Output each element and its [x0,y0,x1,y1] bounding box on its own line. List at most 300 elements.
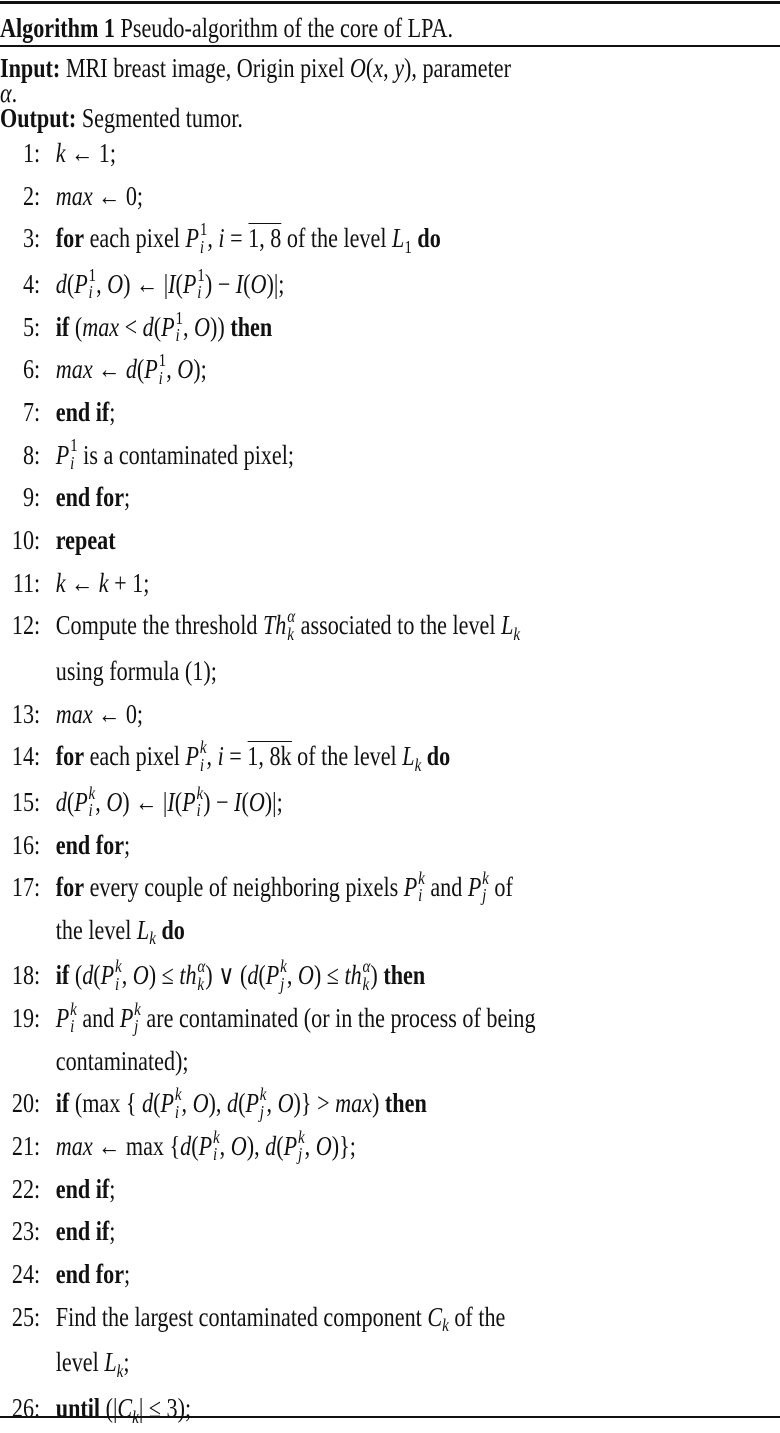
subscript: i [175,324,180,345]
text-run: ; [124,1259,131,1290]
line-number: 15: [11,786,41,817]
algorithm-line [0,434,780,477]
algorithm-line [0,476,780,519]
line-content [40,866,513,954]
subscript: k [414,754,422,775]
math-variable [183,263,205,306]
line-content [40,735,450,781]
algorithm-line [0,954,780,997]
keyword: then [384,1088,427,1119]
superscript: α [287,606,296,627]
scripts [200,739,207,774]
subscript: k [149,928,156,949]
line-content [40,824,130,867]
scripts [200,221,208,256]
subscript: 1 [404,236,412,257]
text-run: ) [372,1088,385,1119]
math-symbol: L [392,223,405,254]
line-number: 23: [11,1216,41,1247]
subscript: i [158,367,163,388]
line-number: 17: [11,872,41,903]
algorithm-caption [0,10,453,46]
line-number: 21: [11,1131,41,1162]
subscript: i [174,1101,180,1122]
superscript: k [418,868,425,889]
superscript: k [199,737,207,758]
subscript: k [513,623,521,644]
math-variable [266,954,287,997]
scripts [287,608,295,643]
math-base: P [185,223,200,254]
superscript: k [280,956,287,977]
text-run: ← 0; [92,180,144,211]
subscript: k [287,623,294,644]
text-run: , [286,960,298,991]
text-run: ← 1; [65,138,117,168]
text-run: , [166,354,178,385]
math-base: th [344,960,362,991]
text-run: Compute the threshold [55,610,263,641]
superscript: k [88,782,96,803]
math-variable [120,997,141,1040]
math-symbol: C [427,1301,443,1332]
math-symbol: d [142,1088,154,1119]
line-content [40,175,143,218]
superscript: k [134,999,141,1020]
math-symbol: i [217,741,224,772]
line-content [40,132,116,175]
text-run: ) [370,960,384,991]
superscript: k [259,1084,267,1105]
math-variable [199,1125,220,1168]
text-run: ; [124,829,131,860]
text-run: ; [123,1347,130,1378]
subscript: i [212,1144,218,1165]
line-content [40,1168,115,1211]
math-symbol: O [194,311,211,342]
subscript: k [132,1406,139,1427]
text-run: ( [365,53,374,83]
keyword: repeat [55,524,116,555]
algorithm-line [0,348,780,391]
subscript: i [70,452,75,473]
math-base: P [185,741,200,772]
text-run: Segmented tumor. [76,103,243,133]
math-base: P [265,960,280,991]
text-run: ← max { [92,1131,181,1162]
line-content [40,1296,505,1387]
math-base: P [182,268,197,299]
text-run: ) − [203,786,235,817]
text-run: ) ∨ ( [205,960,248,991]
scripts [280,958,287,993]
keyword: do [161,914,185,945]
math-symbol: L [402,741,415,772]
math-variable [182,781,203,824]
line-content [40,562,149,605]
keyword: end for [55,829,125,860]
math-symbol: O [277,1088,294,1119]
text-run: of the level [291,741,403,772]
top-rule [0,1,780,4]
math-base: P [74,786,88,817]
subscript: j [297,1144,303,1165]
scripts [363,958,371,993]
line-number: 19: [11,1003,41,1034]
text-run: ( [191,1131,199,1162]
text-run: )} > [293,1088,336,1119]
text-run: ( [258,960,266,991]
text-run: (max { [69,1088,143,1119]
math-variable [284,1125,305,1168]
line-number: 16: [11,829,41,860]
math-symbol: d [180,1131,192,1162]
line-content [40,391,115,434]
subscript: i [199,236,205,257]
math-symbol: O [315,1131,332,1162]
math-variable [56,434,78,477]
math-symbol: α [0,78,12,108]
text-run: MRI breast image, Origin pixel [60,53,350,83]
math-base: P [283,1131,298,1162]
keyword: end if [55,396,110,427]
text-run: , [96,268,108,299]
text-run: using formula (1); [55,655,217,686]
text-run: every couple of neighboring pixels [84,872,404,903]
math-symbol: max [55,354,93,385]
overlined-range: 1, 8k [247,741,292,772]
superscript: 1 [88,264,97,285]
text-run: , [95,786,107,817]
line-number: 26: [11,1393,41,1424]
math-symbol: max [335,1088,373,1119]
line-content [40,1253,130,1296]
text-run: < [119,311,143,342]
text-run: )|; [264,786,283,817]
math-symbol: d [142,311,154,342]
math-symbol: I [168,268,176,299]
line-content [40,306,272,349]
subscript: i [197,282,202,303]
text-run: ), [208,1088,228,1119]
text-run: , [304,1131,316,1162]
line-content [40,263,284,306]
math-base: P [100,960,115,991]
math-variable [245,1082,266,1125]
text-run: (| [100,1393,118,1424]
superscript: α [362,956,371,977]
math-symbol: O [132,960,149,991]
text-run: ) ≤ [148,960,180,991]
math-symbol: O [107,268,124,299]
keyword: for [55,872,85,903]
algorithm-line [0,604,780,692]
line-number: 13: [11,698,41,729]
algorithm-line [0,1210,780,1253]
line-number: 1: [22,138,41,168]
math-symbol: O [192,1088,209,1119]
line-content [40,1387,191,1433]
text-run: ), [246,1131,266,1162]
math-symbol: I [235,268,244,299]
math-base: P [160,1088,174,1119]
math-variable [263,604,295,647]
math-symbol: i [218,223,225,254]
superscript: k [212,1126,220,1147]
line-content [40,997,535,1082]
math-symbol: d [82,960,94,991]
math-variable [160,1082,181,1125]
text-run: , [182,311,195,342]
text-run: Find the largest contaminated component [55,1301,428,1332]
algorithm-line [0,1387,780,1433]
text-run: ( [66,786,75,817]
text-run: ( [276,1131,284,1162]
text-run: of the [448,1301,506,1332]
algorithm-line [0,562,780,605]
keyword: Output: [0,103,77,133]
math-symbol: d [55,786,67,817]
line-number: 9: [22,482,41,513]
superscript: 1 [70,435,78,456]
math-variable [74,263,96,306]
subscript: i [88,282,93,303]
subscript: k [116,1360,124,1381]
keyword: if [55,311,70,342]
superscript: k [115,956,122,977]
text-run: are contaminated (or in the process of being [140,1003,536,1034]
math-base: P [55,1003,70,1034]
math-symbol: k [55,138,66,168]
math-symbol: O [349,53,366,83]
subscript: i [70,1016,75,1037]
algorithm-line [0,391,780,434]
text-run: each pixel [84,223,186,254]
keyword: end for [55,1259,125,1290]
text-run: ( [93,960,101,991]
algorithm-line [0,1253,780,1296]
line-number: 12: [11,610,41,641]
text-run: ( [136,354,145,385]
math-variable [404,866,425,909]
text-run: of [488,872,513,903]
algorithm-line [0,519,780,562]
math-variable [56,997,77,1040]
math-symbol: I [234,786,242,817]
math-symbol: I [167,786,175,817]
superscript: 1 [197,264,205,285]
text-run: ( [241,786,249,817]
keyword: if [55,1088,70,1119]
math-symbol: k [98,567,109,598]
math-base: P [144,354,158,385]
subscript: i [196,800,201,821]
text-run: ), parameter [404,53,511,83]
superscript: k [196,782,204,803]
math-base: P [245,1088,259,1119]
math-base: P [55,439,70,470]
line-number: 7: [22,396,41,427]
math-variable [185,735,206,778]
math-symbol: k [55,567,66,598]
line-content [40,1125,356,1168]
line-number: 5: [22,311,41,342]
math-variable [468,866,489,909]
text-run: contaminated); [55,1045,189,1076]
algorithm-line [0,1125,780,1168]
math-symbol: d [247,960,259,991]
text-run: ( [69,311,83,342]
text-run: ; [124,482,131,513]
text-run: ( [238,1088,246,1119]
math-symbol: O [106,786,123,817]
math-symbol: d [265,1131,277,1162]
keyword: then [230,311,273,342]
superscript: 1 [175,307,183,328]
math-symbol: d [55,268,67,299]
algorithm-line [0,1168,780,1211]
scripts [134,1001,141,1036]
subscript: i [115,973,120,994]
line-content [40,781,283,824]
math-base: P [198,1131,213,1162]
text-run: ) ← | [123,268,169,299]
output-line [0,103,511,133]
math-symbol: max [55,698,93,729]
math-base: th [179,960,197,991]
line-number: 4: [22,268,41,299]
text-run: ( [66,268,75,299]
math-symbol: d [125,354,137,385]
math-base: P [467,872,482,903]
algorithm-line [0,175,780,218]
line-content [40,604,520,692]
algorithm-line [0,693,780,736]
text-run: of the level [281,223,393,254]
text-run: ; [109,1216,116,1247]
text-run: ; [109,1173,116,1204]
text-run: is a contaminated pixel; [77,439,295,470]
text-run: + 1; [108,567,150,598]
algorithm-line [0,866,780,954]
subscript: j [482,885,487,906]
text-run: associated to the level [295,610,502,641]
algorithm-line [0,1082,780,1125]
superscript: k [482,868,489,889]
subscript: k [362,973,370,994]
line-content [40,476,130,519]
keyword: end if [55,1216,110,1247]
line-number: 24: [11,1259,41,1290]
algorithm-line [0,306,780,349]
scripts [159,352,167,387]
math-variable [344,954,370,997]
math-symbol: max [82,311,120,342]
line-content [40,519,115,562]
keyword: for [55,741,85,772]
scripts [197,264,205,303]
keyword: do [417,223,441,254]
algorithm-line [0,132,780,175]
subscript: k [197,973,205,994]
scripts [212,1126,220,1165]
math-base: P [161,311,175,342]
math-symbol: O [297,960,314,991]
algorithm-line [0,263,780,306]
text-run: )) [210,311,225,342]
text-run: ); [193,354,207,385]
algorithm-line [0,824,780,867]
text-run: the level [55,914,137,945]
line-number: 8: [22,439,41,470]
line-number: 2: [22,180,41,211]
line-number: 3: [22,223,41,254]
keyword: end if [55,1173,110,1204]
math-variable [74,781,95,824]
math-variable [185,217,207,260]
scripts [297,1126,305,1165]
algorithm-line [0,217,780,263]
superscript: k [70,999,77,1020]
subscript: i [88,800,93,821]
line-number: 6: [22,354,41,385]
math-symbol: max [55,1131,93,1162]
text-run: )}; [331,1131,356,1162]
algorithm-io [0,53,511,133]
line-number: 11: [12,567,41,598]
scripts [196,782,204,821]
text-run: ) ≤ [313,960,345,991]
math-symbol: x [373,53,384,83]
keyword: then [383,960,426,991]
text-run: ← [92,354,126,385]
text-run: )|; [266,268,285,299]
text-run: ( [153,311,162,342]
keyword: until [55,1393,101,1424]
subscript: j [259,1101,265,1122]
algorithm-line [0,1296,780,1387]
text-run: ← [65,567,99,598]
math-symbol: y [394,53,405,83]
algorithm-title: Pseudo-algorithm of the core of LPA. [114,13,453,43]
math-symbol: d [227,1088,239,1119]
text-run: ( [174,786,183,817]
subscript: i [199,754,205,775]
math-symbol: L [104,1347,117,1378]
text-run: , [266,1088,278,1119]
scripts [260,1086,267,1121]
algorithm-line [0,781,780,824]
algorithm-line [0,997,780,1082]
math-symbol: L [501,610,514,641]
subscript: j [134,1016,139,1037]
keyword: for [55,223,85,254]
line-content [40,1082,427,1125]
line-content [40,1210,115,1253]
line-content [40,954,425,997]
line-number: 20: [11,1088,41,1119]
math-symbol: O [230,1131,247,1162]
scripts [70,1001,77,1036]
subscript: i [418,885,423,906]
superscript: k [297,1126,305,1147]
algorithm-label: Algorithm 1 [0,13,115,43]
math-variable [161,306,183,349]
math-base: P [403,872,418,903]
superscript: 1 [199,219,208,240]
line-number: 18: [11,960,41,991]
math-symbol: O [177,354,194,385]
